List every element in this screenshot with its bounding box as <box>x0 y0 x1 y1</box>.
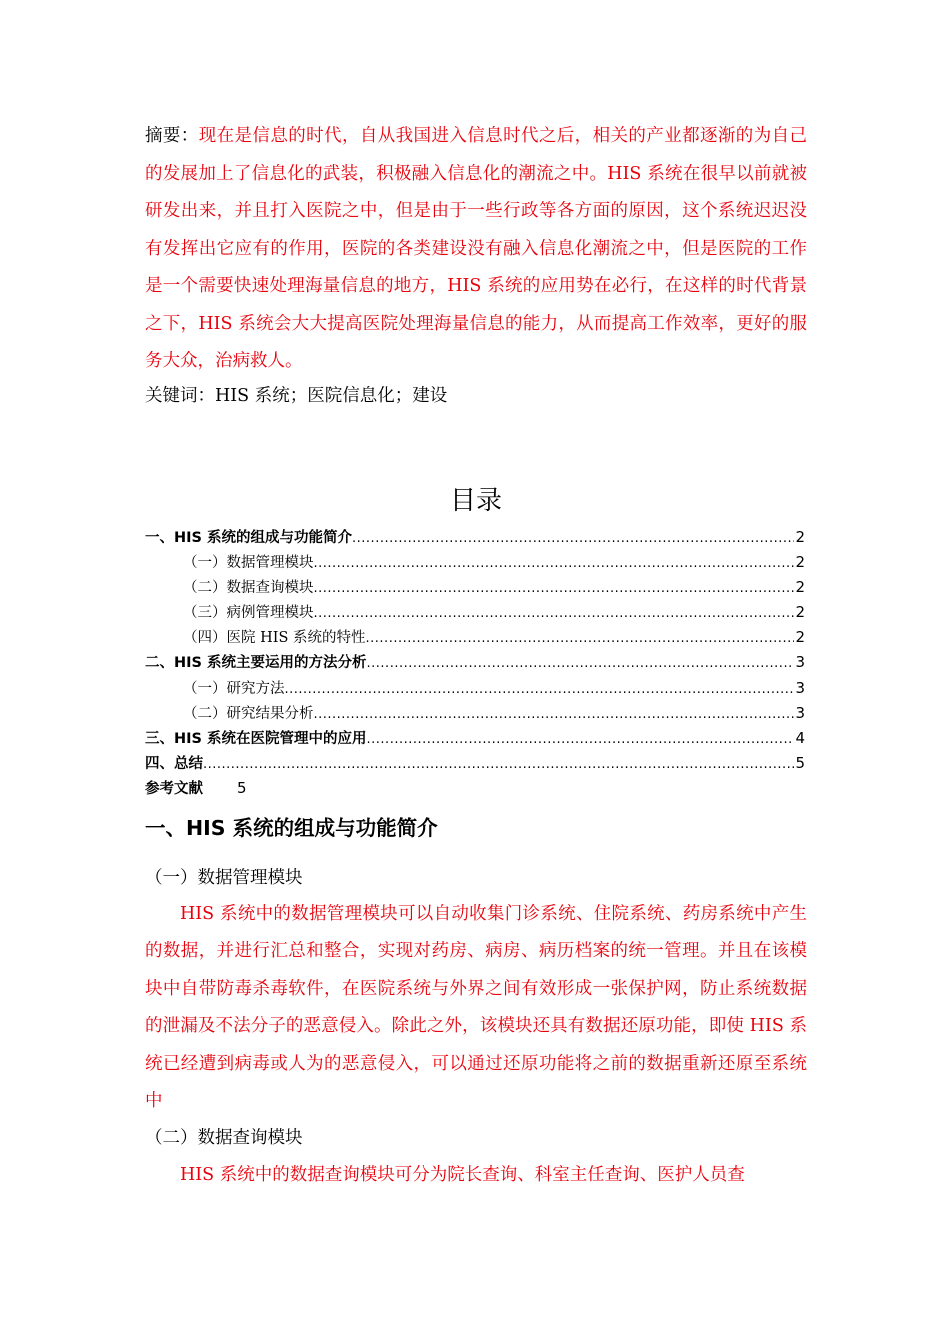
toc-entry-page: 3 <box>795 678 805 697</box>
toc-entry-page: 2 <box>795 552 805 571</box>
toc-entry[interactable] <box>145 701 805 726</box>
toc-entry-text: （一）数据管理模块 <box>183 554 314 571</box>
toc-references-page: 5 <box>237 779 247 798</box>
toc-entry[interactable] <box>145 726 805 751</box>
toc-entry[interactable] <box>145 525 805 550</box>
toc-dot-leader <box>314 702 795 727</box>
toc-entry-text: 一、HIS 系统的组成与功能简介 <box>145 529 353 546</box>
abstract-paragraph <box>145 118 807 381</box>
toc-entry[interactable] <box>145 751 805 776</box>
toc-entry-text: 三、HIS 系统在医院管理中的应用 <box>145 731 367 747</box>
toc-entry[interactable] <box>145 550 805 575</box>
toc-dot-leader <box>203 752 794 777</box>
toc-entry-page: 4 <box>795 729 805 747</box>
data-management-paragraph: HIS 系统中的数据管理模块可以自动收集门诊系统、住院系统、药房系统中产生的数据，并进行汇总和整合，实现对药房、病房、病历档案的统一管理。并且在该模块中自带防毒杀毒软件，在医院系统与外界之间有效形成一张保护网，防止系统数据的泄漏及不法分子的恶意侵入。除此之外，该模块还具有数据还原功能，即使 HIS 系统已经遭到病毒或人为的恶意侵入，可以通过还原功能将之前的数据重新还原至系统中 <box>145 903 807 1112</box>
toc-entry-page: 5 <box>795 754 805 773</box>
toc-entry-text: （二）数据查询模块 <box>183 579 314 596</box>
data-query-paragraph: HIS 系统中的数据查询模块可分为院长查询、科室主任查询、医护人员查 <box>180 1164 745 1185</box>
toc-entry-text: 二、HIS 系统主要运用的方法分析 <box>145 655 367 672</box>
toc-entry-page: 2 <box>795 577 805 596</box>
toc-dot-leader <box>314 576 795 601</box>
page-content <box>145 118 807 1194</box>
toc-entry[interactable] <box>145 600 805 625</box>
toc-entry-text: （二）研究结果分析 <box>183 705 314 722</box>
toc-dot-leader <box>314 601 795 626</box>
section-heading: 一、HIS 系统的组成与功能简介 <box>145 815 438 840</box>
toc-entry-text: （一）研究方法 <box>183 680 285 697</box>
toc-entry[interactable] <box>145 676 805 701</box>
keywords-line: 关键词：HIS 系统；医院信息化；建设 <box>145 385 448 406</box>
toc-dot-leader <box>352 526 794 551</box>
toc-dot-leader <box>367 651 795 676</box>
abstract-label: 摘要： <box>145 126 199 146</box>
subsection-heading-data-query: （二）数据查询模块 <box>145 1127 303 1148</box>
toc-entry[interactable] <box>145 650 805 675</box>
toc-entry[interactable] <box>145 625 805 650</box>
toc-entry-page: 2 <box>795 527 805 546</box>
toc-entry-page: 3 <box>795 653 805 672</box>
toc-entry-page: 2 <box>795 628 805 647</box>
toc-dot-leader <box>366 626 795 651</box>
toc-entry-text: （三）病例管理模块 <box>183 605 314 622</box>
toc-entry[interactable] <box>145 575 805 600</box>
toc-references-entry[interactable] <box>145 776 807 801</box>
toc-entry-text: （四）医院 HIS 系统的特性 <box>183 630 366 647</box>
toc-dot-leader <box>314 551 795 576</box>
toc-title: 目录 <box>449 485 502 516</box>
toc-entry-page: 2 <box>795 603 805 622</box>
toc-references-label: 参考文献 <box>145 781 203 798</box>
toc-dot-leader <box>367 727 795 752</box>
toc-dot-leader <box>285 677 795 702</box>
toc-entry-page: 3 <box>795 703 805 722</box>
toc-entry-text: 四、总结 <box>145 756 203 773</box>
abstract-text: 现在是信息的时代，自从我国进入信息时代之后，相关的产业都逐渐的为自己的发展加上了信息化的武装，积极融入信息化的潮流之中。HIS 系统在很早以前就被研发出来，并且打入医院之中，但是由于一些行政等各方面的原因，这个系统迟迟没有发挥出它应有的作用，医院的各类建设没有融入信息化潮流之中，但是医院的工作是一个需要快速处理海量信息的地方，HIS 系统的应用势在必行，在这样的时代背景之下，HIS 系统会大大提高医院处理海量信息的能力，从而提高工作效率，更好的服务大众，治病救人。 <box>145 126 808 371</box>
subsection-heading-data-management: （一）数据管理模块 <box>145 867 303 888</box>
table-of-contents <box>145 525 805 777</box>
